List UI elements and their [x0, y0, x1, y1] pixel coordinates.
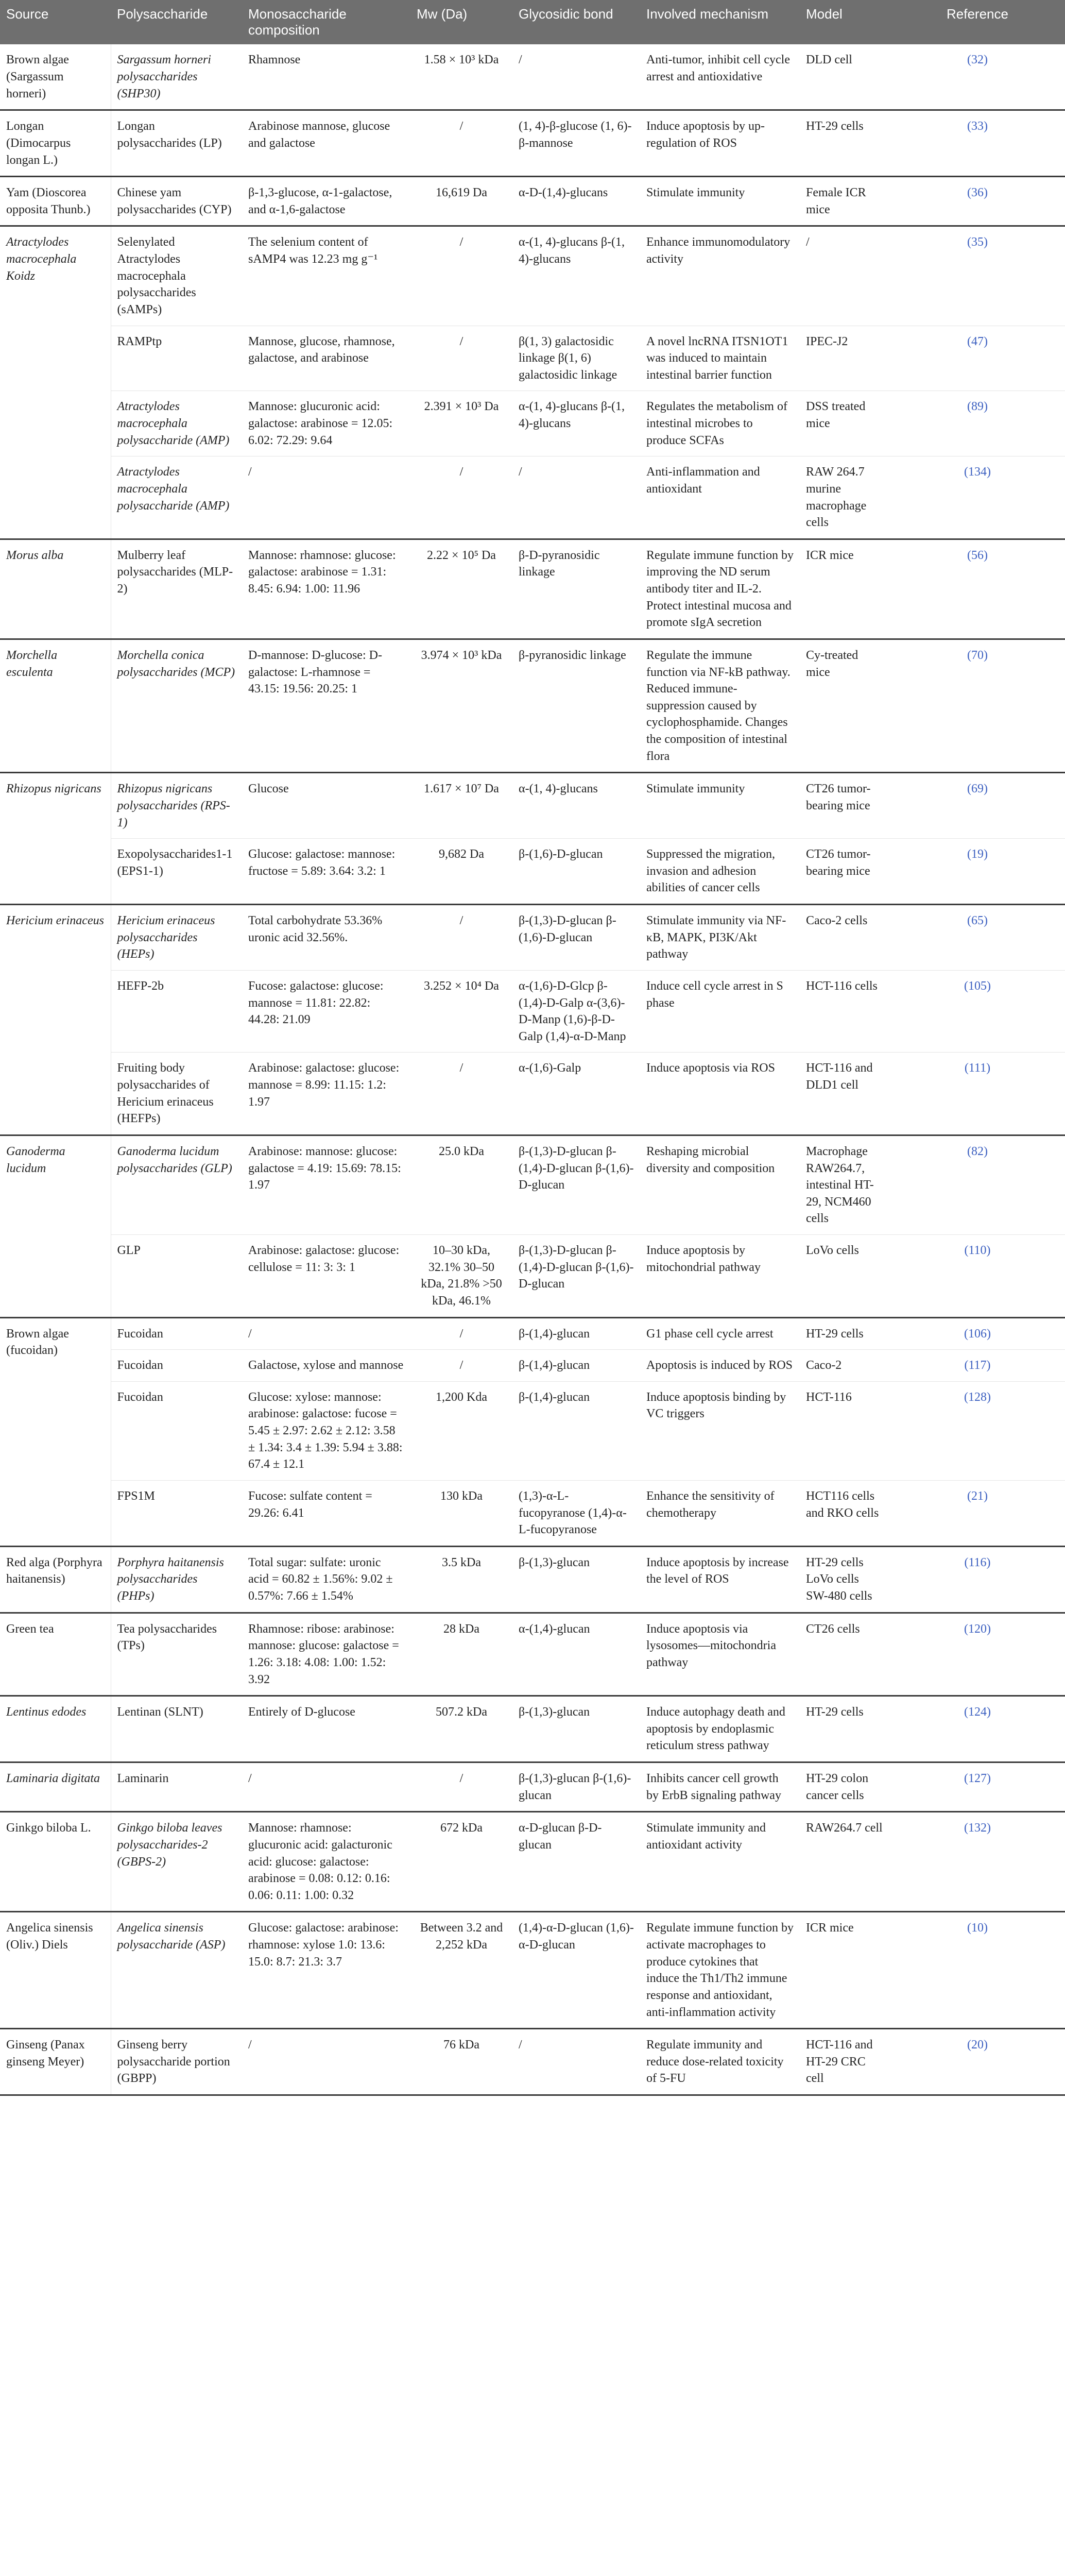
cell-reference[interactable]: (128): [890, 1381, 1065, 1480]
cell-monosaccharide: Mannose: glucuronic acid: galactose: arabinose = 12.05: 6.02: 72.29: 9.64: [242, 391, 410, 456]
cell-glycosidic-bond: α-(1, 4)-glucans β-(1, 4)-glucans: [512, 226, 640, 326]
cell-mw: 1.617 × 10⁷ Da: [410, 773, 512, 839]
table-row: [0, 1235, 1065, 1318]
cell-monosaccharide: Mannose: rhamnose: glucose: galactose: arabinose = 1.31: 8.45: 6.94: 1.00: 11.96: [242, 539, 410, 639]
header-source: Source: [0, 0, 111, 44]
table-row: [0, 1480, 1065, 1546]
cell-model: /: [800, 226, 890, 326]
table-row: [0, 1350, 1065, 1382]
cell-model: HCT116 cells and RKO cells: [800, 1480, 890, 1546]
cell-reference[interactable]: (36): [890, 177, 1065, 226]
table-row: [0, 773, 1065, 839]
header-model: Model: [800, 0, 890, 44]
cell-reference[interactable]: (19): [890, 839, 1065, 905]
cell-model: HCT-116 and DLD1 cell: [800, 1053, 890, 1136]
cell-glycosidic-bond: α-(1,6)-D-Glcp β-(1,4)-D-Galp α-(3,6)-D-Manp (1,6)-β-D-Galp (1,4)-α-D-Manp: [512, 970, 640, 1053]
cell-mechanism: Apoptosis is induced by ROS: [640, 1350, 800, 1382]
cell-polysaccharide: Selenylated Atractylodes macrocephala polysaccharides (sAMPs): [111, 226, 242, 326]
cell-mw: 2.22 × 10⁵ Da: [410, 539, 512, 639]
table-row: [0, 110, 1065, 177]
cell-glycosidic-bond: α-(1, 4)-glucans β-(1, 4)-glucans: [512, 391, 640, 456]
cell-source: Angelica sinensis (Oliv.) Diels: [0, 1912, 111, 2029]
cell-monosaccharide: Galactose, xylose and mannose: [242, 1350, 410, 1382]
cell-reference[interactable]: (20): [890, 2029, 1065, 2095]
cell-model: RAW 264.7 murine macrophage cells: [800, 456, 890, 539]
cell-mechanism: Stimulate immunity via NF-κB, MAPK, PI3K/Akt pathway: [640, 905, 800, 971]
cell-reference[interactable]: (69): [890, 773, 1065, 839]
cell-polysaccharide: Tea polysaccharides (TPs): [111, 1613, 242, 1696]
cell-mw: 1.58 × 10³ kDa: [410, 44, 512, 110]
cell-reference[interactable]: (82): [890, 1135, 1065, 1234]
cell-glycosidic-bond: (1,4)-α-D-glucan (1,6)-α-D-glucan: [512, 1912, 640, 2029]
cell-polysaccharide: Ginseng berry polysaccharide portion (GBPP): [111, 2029, 242, 2095]
cell-glycosidic-bond: β-D-pyranosidic linkage: [512, 539, 640, 639]
table-row: [0, 44, 1065, 110]
cell-monosaccharide: Mannose: rhamnose: glucuronic acid: galacturonic acid: glucose: galactose: arabinose = 0.08: 0.12: 0.16: 0.06: 0.11: 1.00: 0.32: [242, 1812, 410, 1912]
cell-monosaccharide: /: [242, 1317, 410, 1350]
cell-glycosidic-bond: /: [512, 456, 640, 539]
table-row: [0, 1762, 1065, 1812]
cell-monosaccharide: β-1,3-glucose, α-1-galactose, and α-1,6-galactose: [242, 177, 410, 226]
cell-glycosidic-bond: β-(1,3)-glucan: [512, 1696, 640, 1762]
table-row: [0, 1812, 1065, 1912]
cell-model: HT-29 cells LoVo cells SW-480 cells: [800, 1546, 890, 1613]
cell-mechanism: G1 phase cell cycle arrest: [640, 1317, 800, 1350]
cell-mechanism: Induce autophagy death and apoptosis by endoplasmic reticulum stress pathway: [640, 1696, 800, 1762]
cell-mw: /: [410, 110, 512, 177]
cell-polysaccharide: Mulberry leaf polysaccharides (MLP-2): [111, 539, 242, 639]
cell-glycosidic-bond: α-(1,4)-glucan: [512, 1613, 640, 1696]
cell-reference[interactable]: (110): [890, 1235, 1065, 1318]
cell-reference[interactable]: (70): [890, 639, 1065, 772]
cell-mechanism: Stimulate immunity and antioxidant activity: [640, 1812, 800, 1912]
cell-glycosidic-bond: β-(1,4)-glucan: [512, 1381, 640, 1480]
cell-model: HT-29 colon cancer cells: [800, 1762, 890, 1812]
cell-monosaccharide: /: [242, 456, 410, 539]
cell-source: Atractylodes macrocephala Koidz: [0, 226, 111, 539]
cell-polysaccharide: Chinese yam polysaccharides (CYP): [111, 177, 242, 226]
cell-model: IPEC-J2: [800, 326, 890, 391]
cell-model: Female ICR mice: [800, 177, 890, 226]
cell-glycosidic-bond: β-(1,3)-D-glucan β-(1,4)-D-glucan β-(1,6)-D-glucan: [512, 1235, 640, 1318]
cell-reference[interactable]: (65): [890, 905, 1065, 971]
cell-monosaccharide: Glucose: xylose: mannose: arabinose: galactose: fucose = 5.45 ± 2.97: 2.62 ± 2.12: 3.58 ± 1.34: 3.4 ± 1.39: 5.94 ± 3.88: 67.4 ± 12.1: [242, 1381, 410, 1480]
header-row: [0, 0, 1065, 44]
cell-model: Caco-2 cells: [800, 905, 890, 971]
cell-source: Ginkgo biloba L.: [0, 1812, 111, 1912]
cell-mw: Between 3.2 and 2,252 kDa: [410, 1912, 512, 2029]
cell-mechanism: Anti-inflammation and antioxidant: [640, 456, 800, 539]
cell-glycosidic-bond: α-(1,6)-Galp: [512, 1053, 640, 1136]
cell-mw: 3.5 kDa: [410, 1546, 512, 1613]
cell-mechanism: Regulate immunity and reduce dose-related toxicity of 5-FU: [640, 2029, 800, 2095]
cell-glycosidic-bond: /: [512, 2029, 640, 2095]
table-row: [0, 970, 1065, 1053]
cell-source: Laminaria digitata: [0, 1762, 111, 1812]
cell-model: CT26 tumor-bearing mice: [800, 773, 890, 839]
header-monosaccharide: Monosaccharide composition: [242, 0, 410, 44]
cell-mw: 3.252 × 10⁴ Da: [410, 970, 512, 1053]
cell-polysaccharide: Atractylodes macrocephala polysaccharide (AMP): [111, 391, 242, 456]
cell-polysaccharide: Exopolysaccharides1-1 (EPS1-1): [111, 839, 242, 905]
cell-glycosidic-bond: α-(1, 4)-glucans: [512, 773, 640, 839]
cell-monosaccharide: Arabinose: galactose: glucose: cellulose = 11: 3: 3: 1: [242, 1235, 410, 1318]
table-row: [0, 905, 1065, 971]
cell-source: Ginseng (Panax ginseng Meyer): [0, 2029, 111, 2095]
cell-monosaccharide: Glucose: galactose: mannose: fructose = 5.89: 3.64: 3.2: 1: [242, 839, 410, 905]
cell-mechanism: Induce apoptosis by up-regulation of ROS: [640, 110, 800, 177]
cell-mw: 130 kDa: [410, 1480, 512, 1546]
cell-mechanism: Induce apoptosis by increase the level of ROS: [640, 1546, 800, 1613]
cell-source: Lentinus edodes: [0, 1696, 111, 1762]
header-mechanism: Involved mechanism: [640, 0, 800, 44]
cell-monosaccharide: D-mannose: D-glucose: D-galactose: L-rhamnose = 43.15: 19.56: 20.25: 1: [242, 639, 410, 772]
cell-polysaccharide: Morchella conica polysaccharides (MCP): [111, 639, 242, 772]
cell-reference[interactable]: (134): [890, 456, 1065, 539]
cell-model: Caco-2: [800, 1350, 890, 1382]
cell-mechanism: Enhance the sensitivity of chemotherapy: [640, 1480, 800, 1546]
cell-glycosidic-bond: β-(1,4)-glucan: [512, 1317, 640, 1350]
cell-mw: 25.0 kDa: [410, 1135, 512, 1234]
cell-glycosidic-bond: (1, 4)-β-glucose (1, 6)-β-mannose: [512, 110, 640, 177]
cell-source: Green tea: [0, 1613, 111, 1696]
cell-model: Macrophage RAW264.7, intestinal HT-29, NCM460 cells: [800, 1135, 890, 1234]
table-row: [0, 639, 1065, 772]
cell-mw: 3.974 × 10³ kDa: [410, 639, 512, 772]
cell-glycosidic-bond: β-(1,3)-glucan β-(1,6)-glucan: [512, 1762, 640, 1812]
cell-glycosidic-bond: β-(1,4)-glucan: [512, 1350, 640, 1382]
cell-mechanism: Induce apoptosis via lysosomes—mitochondria pathway: [640, 1613, 800, 1696]
cell-reference[interactable]: (124): [890, 1696, 1065, 1762]
cell-reference[interactable]: (105): [890, 970, 1065, 1053]
cell-model: RAW264.7 cell: [800, 1812, 890, 1912]
cell-mechanism: Reshaping microbial diversity and composition: [640, 1135, 800, 1234]
cell-mw: /: [410, 326, 512, 391]
cell-reference[interactable]: (56): [890, 539, 1065, 639]
cell-reference[interactable]: (116): [890, 1546, 1065, 1613]
cell-source: Brown algae (Sargassum horneri): [0, 44, 111, 110]
cell-reference[interactable]: (106): [890, 1317, 1065, 1350]
cell-polysaccharide: Rhizopus nigricans polysaccharides (RPS-1): [111, 773, 242, 839]
cell-mechanism: Induce apoptosis binding by VC triggers: [640, 1381, 800, 1480]
cell-polysaccharide: Ginkgo biloba leaves polysaccharides-2 (GBPS-2): [111, 1812, 242, 1912]
cell-polysaccharide: Fucoidan: [111, 1317, 242, 1350]
cell-mw: 10–30 kDa, 32.1% 30–50 kDa, 21.8% >50 kDa, 46.1%: [410, 1235, 512, 1318]
cell-reference[interactable]: (132): [890, 1812, 1065, 1912]
header-polysaccharide: Polysaccharide: [111, 0, 242, 44]
cell-glycosidic-bond: β-(1,3)-D-glucan β-(1,6)-D-glucan: [512, 905, 640, 971]
table-row: [0, 1613, 1065, 1696]
cell-mechanism: Suppressed the migration, invasion and adhesion abilities of cancer cells: [640, 839, 800, 905]
cell-model: ICR mice: [800, 1912, 890, 2029]
cell-reference[interactable]: (10): [890, 1912, 1065, 2029]
cell-polysaccharide: Atractylodes macrocephala polysaccharide (AMP): [111, 456, 242, 539]
table-row: [0, 1135, 1065, 1234]
cell-mw: 76 kDa: [410, 2029, 512, 2095]
cell-glycosidic-bond: α-D-(1,4)-glucans: [512, 177, 640, 226]
cell-monosaccharide: Arabinose: mannose: glucose: galactose = 4.19: 15.69: 78.15: 1.97: [242, 1135, 410, 1234]
cell-mechanism: Inhibits cancer cell growth by ErbB signaling pathway: [640, 1762, 800, 1812]
cell-reference[interactable]: (35): [890, 226, 1065, 326]
header-glycosidic-bond: Glycosidic bond: [512, 0, 640, 44]
cell-monosaccharide: Mannose, glucose, rhamnose, galactose, and arabinose: [242, 326, 410, 391]
cell-mw: /: [410, 1762, 512, 1812]
cell-glycosidic-bond: β-(1,6)-D-glucan: [512, 839, 640, 905]
cell-reference[interactable]: (127): [890, 1762, 1065, 1812]
cell-model: DSS treated mice: [800, 391, 890, 456]
cell-glycosidic-bond: /: [512, 44, 640, 110]
cell-glycosidic-bond: β(1, 3) galactosidic linkage β(1, 6) galactosidic linkage: [512, 326, 640, 391]
cell-polysaccharide: Fucoidan: [111, 1350, 242, 1382]
cell-model: DLD cell: [800, 44, 890, 110]
cell-mw: /: [410, 456, 512, 539]
cell-reference[interactable]: (120): [890, 1613, 1065, 1696]
cell-glycosidic-bond: (1,3)-α-L-fucopyranose (1,4)-α-L-fucopyranose: [512, 1480, 640, 1546]
cell-mechanism: Regulate immune function by activate macrophages to produce cytokines that induce the Th1/Th2 immune response and antioxidant, anti-inflammation activity: [640, 1912, 800, 2029]
table-row: [0, 2029, 1065, 2095]
cell-mw: /: [410, 1350, 512, 1382]
table-row: [0, 1546, 1065, 1613]
cell-mw: 507.2 kDa: [410, 1696, 512, 1762]
cell-mw: /: [410, 226, 512, 326]
cell-mw: 16,619 Da: [410, 177, 512, 226]
cell-reference[interactable]: (111): [890, 1053, 1065, 1136]
cell-model: HCT-116 cells: [800, 970, 890, 1053]
cell-mechanism: Enhance immunomodulatory activity: [640, 226, 800, 326]
cell-monosaccharide: Glucose: galactose: arabinose: rhamnose: xylose 1.0: 13.6: 15.0: 8.7: 21.3: 3.7: [242, 1912, 410, 2029]
cell-mw: 2.391 × 10³ Da: [410, 391, 512, 456]
cell-reference[interactable]: (33): [890, 110, 1065, 177]
cell-reference[interactable]: (21): [890, 1480, 1065, 1546]
table-row: [0, 177, 1065, 226]
cell-polysaccharide: Lentinan (SLNT): [111, 1696, 242, 1762]
table-row: [0, 839, 1065, 905]
table-body: [0, 44, 1065, 2095]
cell-model: CT26 tumor-bearing mice: [800, 839, 890, 905]
cell-monosaccharide: Total carbohydrate 53.36% uronic acid 32.56%.: [242, 905, 410, 971]
cell-mechanism: Anti-tumor, inhibit cell cycle arrest and antioxidative: [640, 44, 800, 110]
cell-reference[interactable]: (47): [890, 326, 1065, 391]
cell-polysaccharide: Fucoidan: [111, 1381, 242, 1480]
cell-source: Morus alba: [0, 539, 111, 639]
table-row: [0, 1696, 1065, 1762]
cell-mechanism: Regulates the metabolism of intestinal microbes to produce SCFAs: [640, 391, 800, 456]
cell-mw: /: [410, 905, 512, 971]
header-mw: Mw (Da): [410, 0, 512, 44]
cell-model: Cy-treated mice: [800, 639, 890, 772]
cell-mw: /: [410, 1053, 512, 1136]
cell-polysaccharide: GLP: [111, 1235, 242, 1318]
cell-model: CT26 cells: [800, 1613, 890, 1696]
cell-mw: 672 kDa: [410, 1812, 512, 1912]
cell-monosaccharide: The selenium content of sAMP4 was 12.23 mg g⁻¹: [242, 226, 410, 326]
table-row: [0, 1317, 1065, 1350]
cell-reference[interactable]: (117): [890, 1350, 1065, 1382]
table-row: [0, 391, 1065, 456]
cell-mechanism: Induce apoptosis by mitochondrial pathway: [640, 1235, 800, 1318]
cell-mechanism: Induce apoptosis via ROS: [640, 1053, 800, 1136]
cell-mechanism: Stimulate immunity: [640, 773, 800, 839]
table-row: [0, 1053, 1065, 1136]
cell-model: HT-29 cells: [800, 1696, 890, 1762]
header-reference: Reference: [890, 0, 1065, 44]
cell-polysaccharide: Angelica sinensis polysaccharide (ASP): [111, 1912, 242, 2029]
cell-monosaccharide: /: [242, 2029, 410, 2095]
cell-monosaccharide: Rhamnose: [242, 44, 410, 110]
cell-glycosidic-bond: α-D-glucan β-D-glucan: [512, 1812, 640, 1912]
cell-mechanism: Stimulate immunity: [640, 177, 800, 226]
cell-source: Longan (Dimocarpus longan L.): [0, 110, 111, 177]
cell-mw: 9,682 Da: [410, 839, 512, 905]
cell-model: HT-29 cells: [800, 1317, 890, 1350]
cell-source: Ganoderma lucidum: [0, 1135, 111, 1317]
table-row: [0, 226, 1065, 326]
cell-polysaccharide: FPS1M: [111, 1480, 242, 1546]
cell-model: HCT-116: [800, 1381, 890, 1480]
cell-monosaccharide: Fucose: sulfate content = 29.26: 6.41: [242, 1480, 410, 1546]
cell-mechanism: Regulate the immune function via NF-kB pathway. Reduced immune-suppression caused by cyclophosphamide. Changes the composition of intestinal flora: [640, 639, 800, 772]
cell-polysaccharide: HEFP-2b: [111, 970, 242, 1053]
cell-mechanism: A novel lncRNA ITSN1OT1 was induced to maintain intestinal barrier function: [640, 326, 800, 391]
cell-monosaccharide: Entirely of D-glucose: [242, 1696, 410, 1762]
cell-polysaccharide: Ganoderma lucidum polysaccharides (GLP): [111, 1135, 242, 1234]
cell-monosaccharide: Total sugar: sulfate: uronic acid = 60.82 ± 1.56%: 9.02 ± 0.57%: 7.66 ± 1.54%: [242, 1546, 410, 1613]
cell-source: Morchella esculenta: [0, 639, 111, 772]
cell-monosaccharide: /: [242, 1762, 410, 1812]
cell-polysaccharide: Laminarin: [111, 1762, 242, 1812]
cell-source: Hericium erinaceus: [0, 905, 111, 1136]
cell-mw: 1,200 Kda: [410, 1381, 512, 1480]
cell-source: Brown algae (fucoidan): [0, 1317, 111, 1546]
cell-source: Red alga (Porphyra haitanensis): [0, 1546, 111, 1613]
cell-monosaccharide: Arabinose mannose, glucose and galactose: [242, 110, 410, 177]
table-row: [0, 326, 1065, 391]
table-row: [0, 539, 1065, 639]
cell-mw: 28 kDa: [410, 1613, 512, 1696]
table-row: [0, 1381, 1065, 1480]
cell-monosaccharide: Rhamnose: ribose: arabinose: mannose: glucose: galactose = 1.26: 3.18: 4.08: 1.00: 1.52: 3.92: [242, 1613, 410, 1696]
cell-polysaccharide: Longan polysaccharides (LP): [111, 110, 242, 177]
cell-glycosidic-bond: β-(1,3)-glucan: [512, 1546, 640, 1613]
cell-source: Rhizopus nigricans: [0, 773, 111, 905]
cell-polysaccharide: Sargassum horneri polysaccharides (SHP30): [111, 44, 242, 110]
cell-glycosidic-bond: β-(1,3)-D-glucan β-(1,4)-D-glucan β-(1,6)-D-glucan: [512, 1135, 640, 1234]
table-row: [0, 1912, 1065, 2029]
table-row: [0, 456, 1065, 539]
cell-monosaccharide: Arabinose: galactose: glucose: mannose = 8.99: 11.15: 1.2: 1.97: [242, 1053, 410, 1136]
cell-polysaccharide: Porphyra haitanensis polysaccharides (PHPs): [111, 1546, 242, 1613]
cell-model: HCT-116 and HT-29 CRC cell: [800, 2029, 890, 2095]
cell-mechanism: Regulate immune function by improving the ND serum antibody titer and IL-2. Protect intestinal mucosa and promote sIgA secretion: [640, 539, 800, 639]
cell-glycosidic-bond: β-pyranosidic linkage: [512, 639, 640, 772]
cell-mechanism: Induce cell cycle arrest in S phase: [640, 970, 800, 1053]
cell-monosaccharide: Fucose: galactose: glucose: mannose = 11.81: 22.82: 44.28: 21.09: [242, 970, 410, 1053]
cell-model: ICR mice: [800, 539, 890, 639]
cell-reference[interactable]: (32): [890, 44, 1065, 110]
cell-source: Yam (Dioscorea opposita Thunb.): [0, 177, 111, 226]
cell-monosaccharide: Glucose: [242, 773, 410, 839]
cell-model: HT-29 cells: [800, 110, 890, 177]
cell-polysaccharide: Fruiting body polysaccharides of Hericium erinaceus (HEFPs): [111, 1053, 242, 1136]
cell-polysaccharide: RAMPtp: [111, 326, 242, 391]
cell-polysaccharide: Hericium erinaceus polysaccharides (HEPs): [111, 905, 242, 971]
cell-model: LoVo cells: [800, 1235, 890, 1318]
cell-reference[interactable]: (89): [890, 391, 1065, 456]
cell-mw: /: [410, 1317, 512, 1350]
